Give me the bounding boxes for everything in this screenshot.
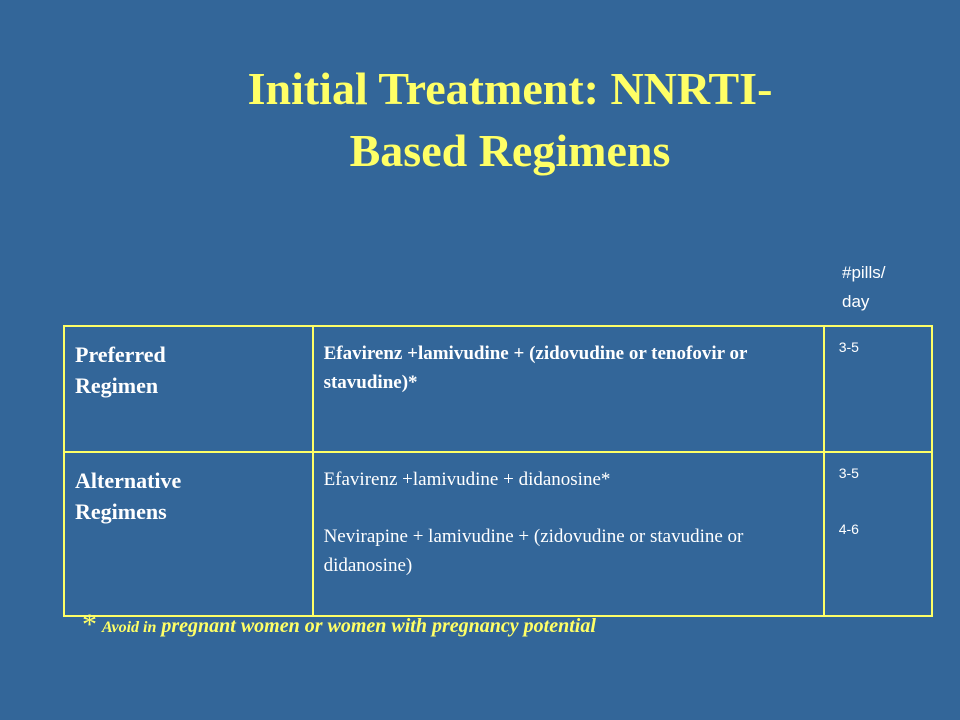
pills-cell <box>824 326 932 452</box>
slide-title <box>100 58 920 182</box>
row-label-line-2: Regimen <box>75 373 159 398</box>
table-row-alternative <box>64 452 932 616</box>
pills-value: 3-5 <box>838 465 859 481</box>
title-line-1: Initial Treatment: NNRTI- <box>247 63 773 114</box>
row-label-line-1: Alternative <box>75 468 182 493</box>
table-row-preferred <box>64 326 932 452</box>
pills-cell <box>824 452 932 616</box>
pills-header-line-1: #pills/ <box>842 263 886 282</box>
row-label-cell <box>64 326 313 452</box>
footnote-text: pregnant women or women with pregnancy potential <box>161 615 596 637</box>
pills-per-day-header <box>842 258 885 316</box>
regimen-cell <box>313 326 824 452</box>
regimen-cell <box>313 452 824 616</box>
pills-header-line-2: day <box>842 292 870 311</box>
regimens-table <box>63 325 933 617</box>
row-label-line-1: Preferred <box>75 342 166 367</box>
footnote-small-text: Avoid in <box>102 619 157 636</box>
pills-value: 4-6 <box>838 521 859 537</box>
regimen-text: Nevirapine + lamivudine + (zidovudine or stavudine or didanosine) <box>323 526 744 576</box>
regimen-text: Efavirenz +lamivudine + didanosine* <box>323 469 611 490</box>
pills-value: 3-5 <box>838 339 859 355</box>
footnote-marker: * <box>82 608 97 641</box>
regimen-text: Efavirenz +lamivudine + (zidovudine or tenofovir or stavudine)* <box>323 343 748 393</box>
row-label-line-2: Regimens <box>75 499 167 524</box>
row-label-cell <box>64 452 313 616</box>
title-line-2: Based Regimens <box>349 125 671 176</box>
footnote <box>82 608 596 642</box>
